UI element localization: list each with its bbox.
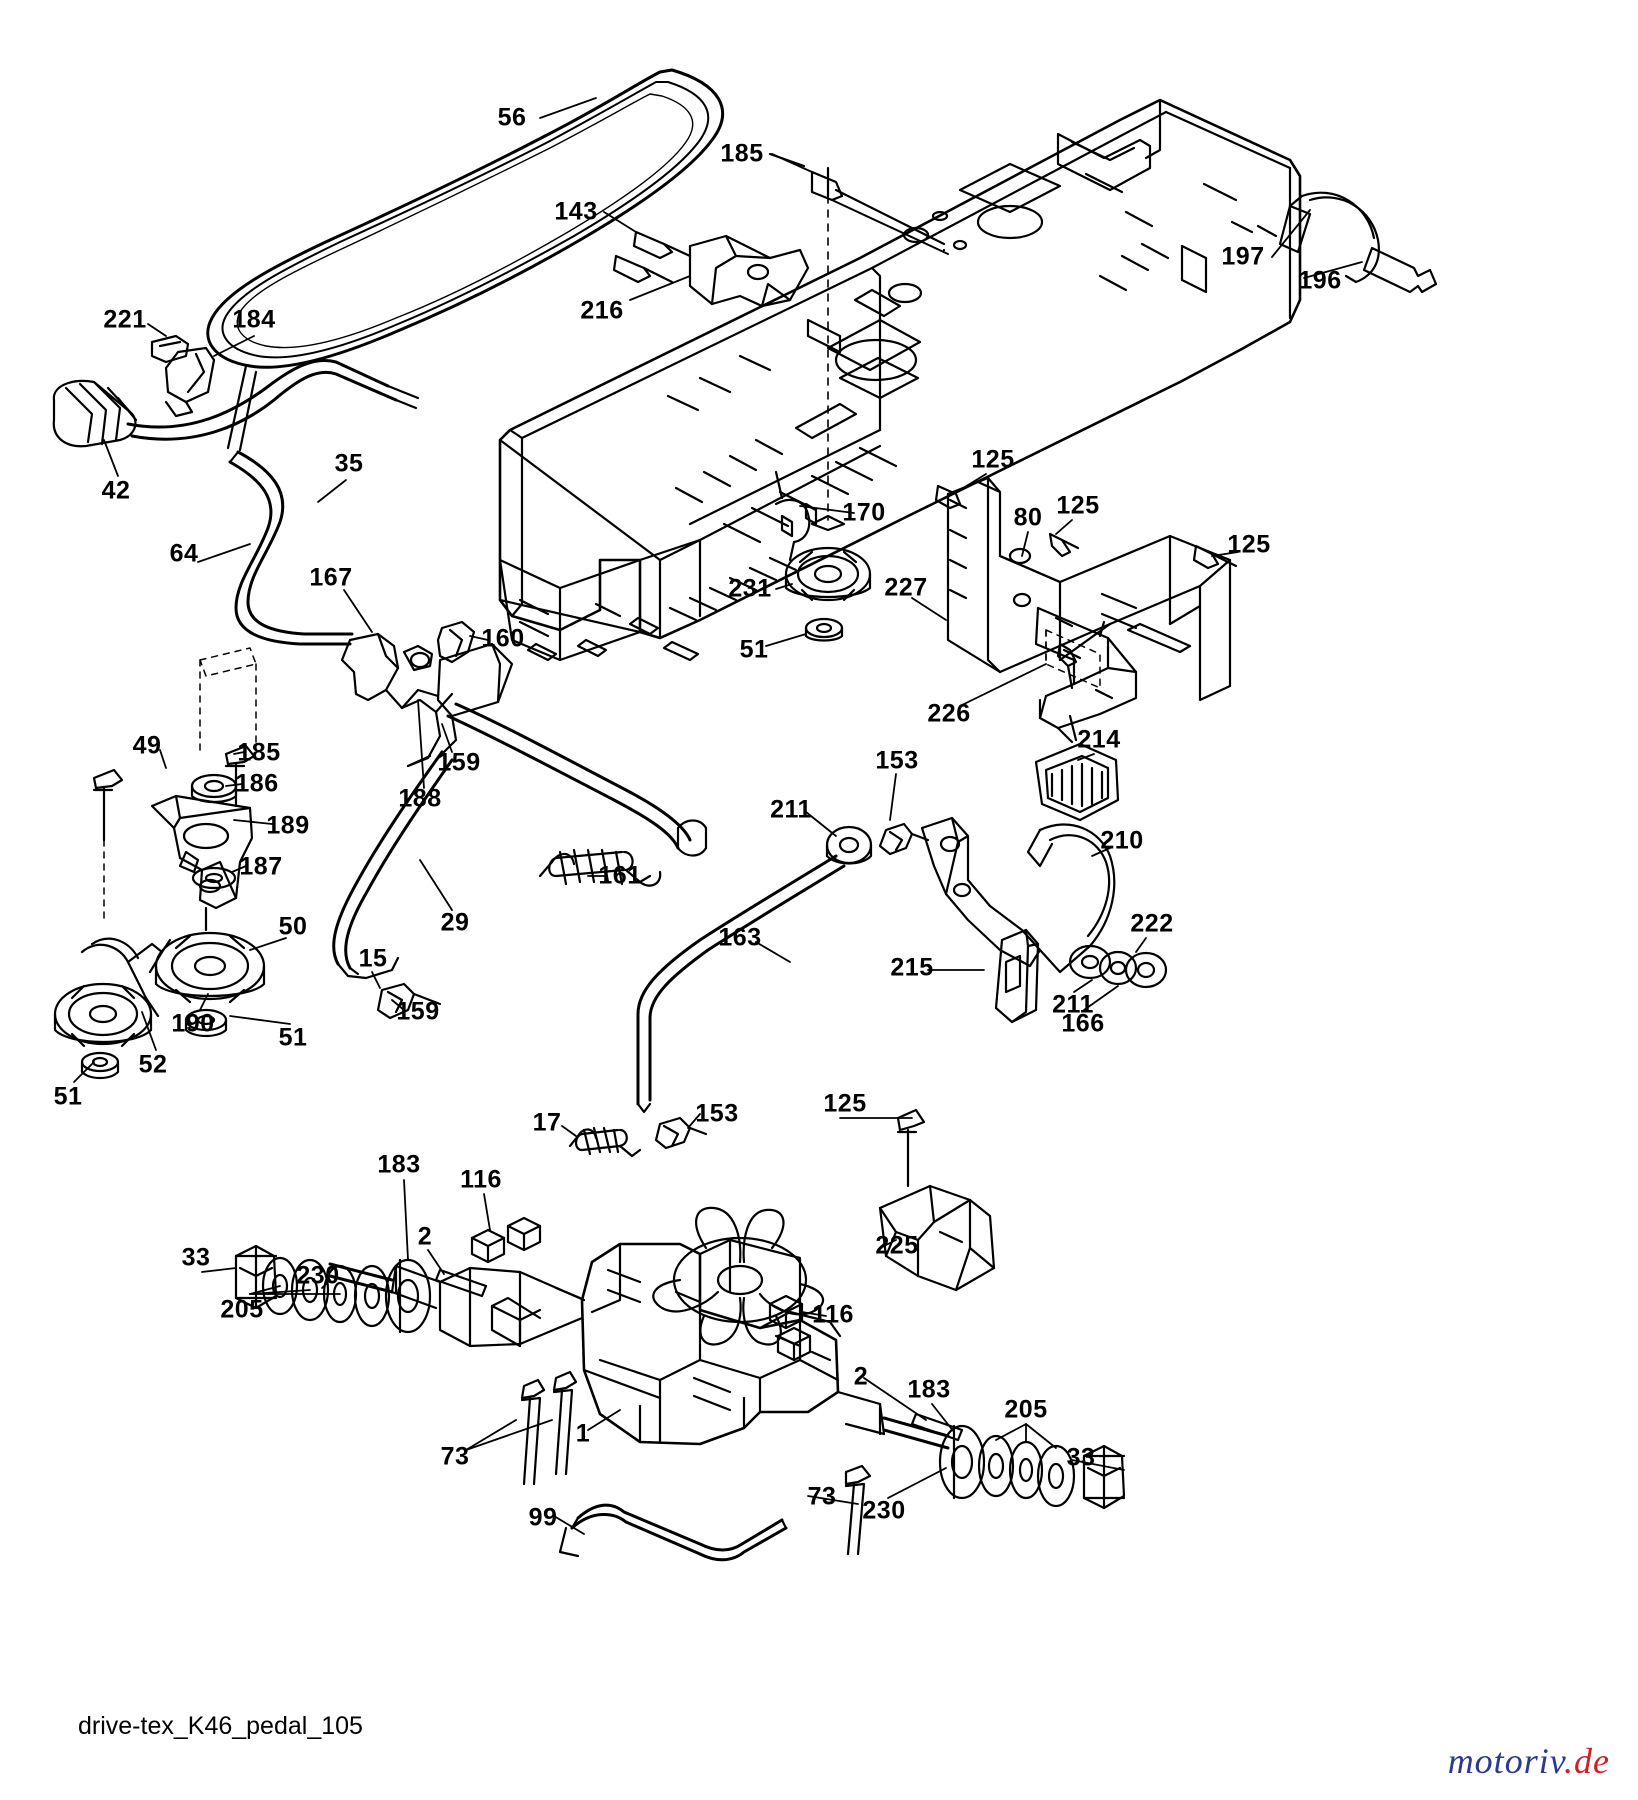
drive-belt: [208, 70, 723, 367]
figure-code: drive-tex_K46_pedal_105: [78, 1712, 363, 1740]
callout-52: 52: [138, 1050, 168, 1079]
callout-227: 227: [884, 573, 928, 602]
callout-29: 29: [440, 908, 470, 937]
callout-163: 163: [718, 923, 762, 952]
callout-226: 226: [927, 699, 971, 728]
callout-15: 15: [358, 944, 388, 973]
callout-185: 185: [720, 139, 764, 168]
callout-143: 143: [554, 197, 598, 226]
callout-1: 1: [575, 1419, 591, 1448]
pedal-assembly: [638, 744, 1166, 1148]
callout-210: 210: [1100, 826, 1144, 855]
callout-51: 51: [53, 1082, 83, 1111]
callout-166: 166: [1061, 1009, 1105, 1038]
callout-188: 188: [398, 784, 442, 813]
callout-73: 73: [440, 1442, 470, 1471]
callout-186: 186: [235, 769, 279, 798]
callout-125: 125: [971, 445, 1015, 474]
callout-73: 73: [807, 1482, 837, 1511]
callout-221: 221: [103, 305, 147, 334]
callout-183: 183: [907, 1375, 951, 1404]
callout-35: 35: [334, 449, 364, 478]
callout-230: 230: [862, 1496, 906, 1525]
callout-33: 33: [181, 1243, 211, 1272]
linkage-167-160: [334, 622, 706, 1018]
callout-214: 214: [1077, 725, 1121, 754]
callout-2: 2: [417, 1222, 433, 1251]
idler-231: [776, 168, 870, 641]
callout-50: 50: [278, 912, 308, 941]
callout-197: 197: [1221, 242, 1265, 271]
callout-64: 64: [169, 539, 199, 568]
callout-205: 205: [1004, 1395, 1048, 1424]
callout-2: 2: [853, 1362, 869, 1391]
callout-17: 17: [532, 1108, 562, 1137]
callout-153: 153: [875, 746, 919, 775]
callout-125: 125: [1056, 491, 1100, 520]
callout-116: 116: [460, 1165, 502, 1194]
callout-42: 42: [101, 476, 131, 505]
callout-159: 159: [437, 748, 481, 777]
callout-33: 33: [1066, 1443, 1096, 1472]
callout-231: 231: [728, 574, 772, 603]
callout-205: 205: [220, 1295, 264, 1324]
callout-160: 160: [481, 624, 525, 653]
callout-99: 99: [528, 1503, 558, 1532]
callout-125: 125: [823, 1089, 867, 1118]
callout-51: 51: [278, 1023, 308, 1052]
bracket-225: [880, 1110, 994, 1290]
callout-116: 116: [812, 1300, 854, 1329]
callout-153: 153: [695, 1099, 739, 1128]
callout-185: 185: [237, 738, 281, 767]
rod-99: [560, 1505, 786, 1560]
callout-190: 190: [171, 1009, 215, 1038]
callout-196: 196: [1298, 266, 1342, 295]
callout-184: 184: [232, 305, 276, 334]
bolt-185-top: [812, 172, 948, 254]
spring-17: [570, 1128, 640, 1156]
watermark-main: motoriv: [1447, 1741, 1565, 1781]
callout-225: 225: [875, 1231, 919, 1260]
callout-222: 222: [1130, 909, 1174, 938]
bracket-189: [94, 648, 256, 920]
callout-167: 167: [309, 563, 353, 592]
callout-215: 215: [890, 953, 934, 982]
callout-170: 170: [842, 498, 886, 527]
callout-187: 187: [239, 852, 283, 881]
callout-49: 49: [132, 731, 162, 760]
callout-211: 211: [770, 795, 812, 824]
watermark: [1448, 1740, 1610, 1782]
callout-189: 189: [266, 811, 310, 840]
callout-230: 230: [296, 1261, 340, 1290]
callout-216: 216: [580, 296, 624, 325]
callout-161: 161: [598, 861, 642, 890]
callout-211: 211: [1052, 990, 1094, 1019]
watermark-suffix: .de: [1564, 1741, 1610, 1781]
callout-183: 183: [377, 1150, 421, 1179]
callout-80: 80: [1013, 503, 1043, 532]
callout-56: 56: [497, 103, 527, 132]
hub-stack-right: [940, 1426, 1124, 1508]
callout-125: 125: [1227, 530, 1271, 559]
callout-51: 51: [739, 635, 769, 664]
callout-159: 159: [396, 997, 440, 1026]
